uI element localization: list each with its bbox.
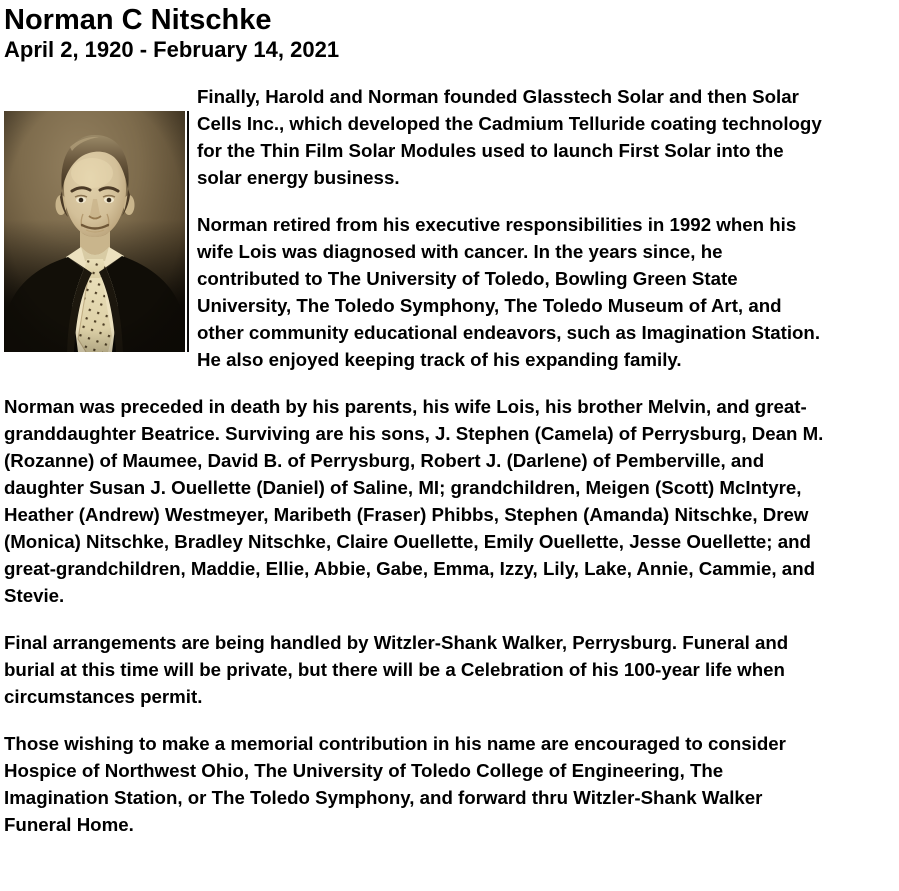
life-dates: April 2, 1920 - February 14, 2021 — [4, 37, 340, 62]
paragraph-memorial-contributions: Those wishing to make a memorial contribution in his name are encouraged to consider Hospice of Northwest Ohio, The University of Toledo College of Engineering, The Imagination Station, or The Toledo Symphony, and forward thru Witzler-Shank Walker Funeral Home. — [4, 733, 786, 835]
paragraph-solar-business: Finally, Harold and Norman founded Glasstech Solar and then Solar Cells Inc., which developed the Cadmium Telluride coating technology for the Thin Film Solar Modules used to launch First Solar into the solar energy business. — [197, 86, 822, 188]
portrait-photo — [4, 111, 189, 352]
portrait-photo-image — [4, 111, 185, 352]
paragraph-family-survivors: Norman was preceded in death by his parents, his wife Lois, his brother Melvin, and great-granddaughter Beatrice. Surviving are his sons, J. Stephen (Camela) of Perrysburg, Dean M. (Rozanne) of Maumee, David B. of Perrysburg, Robert J. (Darlene) of Pemberville, and daughter Susan J. Ouellette (Daniel) of Saline, MI; grandchildren, Meigen (Scott) McIntyre, Heather (Andrew) Westmeyer, Maribeth (Fraser) Phibbs, Stephen (Amanda) Nitschke, Drew (Monica) Nitschke, Bradley Nitschke, Claire Ouellette, Emily Ouellette, Jesse Ouellette; and great-grandchildren, Maddie, Ellie, Abbie, Gabe, Emma, Izzy, Lily, Lake, Annie, Cammie, and Stevie. — [4, 396, 824, 606]
page-title: Norman C Nitschke — [4, 4, 272, 36]
obituary-body — [4, 83, 829, 838]
paragraph-retirement-contributions: Norman retired from his executive responsibilities in 1992 when his wife Lois was diagnosed with cancer. In the years since, he contributed to The University of Toledo, Bowling Green State University, The Toledo Symphony, The Toledo Museum of Art, and other community educational endeavors, such as Imagination Station. He also enjoyed keeping track of his expanding family. — [197, 214, 821, 370]
paragraph-arrangements: Final arrangements are being handled by Witzler-Shank Walker, Perrysburg. Funeral and burial at this time will be private, but there will be a Celebration of his 100-year life when circumstances permit. — [4, 632, 789, 707]
